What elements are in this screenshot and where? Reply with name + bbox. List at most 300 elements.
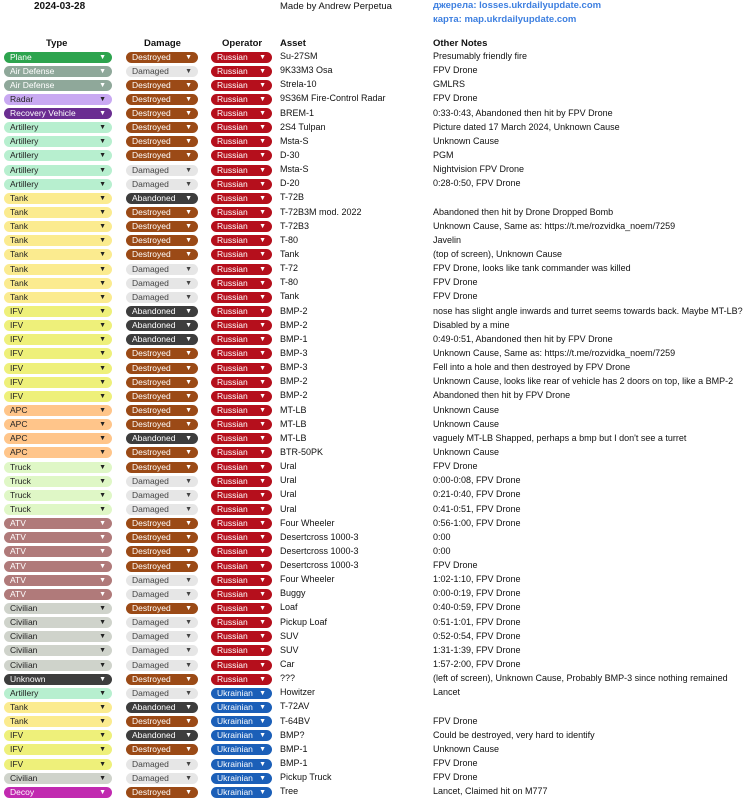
- type-dropdown[interactable]: [4, 518, 112, 529]
- damage-dropdown[interactable]: [126, 462, 198, 473]
- damage-dropdown[interactable]: [126, 518, 198, 529]
- sources-link[interactable]: джерела: losses.ukrdailyupdate.com: [433, 0, 602, 11]
- operator-value: Russian: [217, 602, 248, 613]
- damage-dropdown[interactable]: [126, 348, 198, 359]
- damage-dropdown[interactable]: [126, 787, 198, 798]
- chevron-down-icon: ▼: [259, 774, 266, 782]
- type-dropdown[interactable]: [4, 179, 112, 190]
- type-value: Decoy: [10, 786, 35, 797]
- damage-dropdown[interactable]: [126, 490, 198, 501]
- damage-value: Destroyed: [132, 207, 171, 218]
- operator-dropdown[interactable]: [211, 603, 272, 614]
- type-dropdown[interactable]: [4, 292, 112, 303]
- type-dropdown[interactable]: [4, 348, 112, 359]
- type-value: Truck: [10, 461, 31, 472]
- type-dropdown[interactable]: [4, 433, 112, 444]
- damage-value: Destroyed: [132, 447, 171, 458]
- operator-dropdown[interactable]: [211, 462, 272, 473]
- damage-dropdown[interactable]: [126, 249, 198, 260]
- type-value: APC: [10, 419, 28, 430]
- chevron-down-icon: ▼: [259, 237, 266, 245]
- asset-cell: Buggy: [280, 588, 306, 599]
- operator-dropdown[interactable]: [211, 122, 272, 133]
- asset-cell: BMP-2: [280, 376, 308, 387]
- operator-dropdown[interactable]: [211, 773, 272, 784]
- chevron-down-icon: ▼: [259, 732, 266, 740]
- damage-dropdown[interactable]: [126, 264, 198, 275]
- operator-value: Russian: [217, 405, 248, 416]
- operator-dropdown[interactable]: [211, 320, 272, 331]
- damage-dropdown[interactable]: [126, 334, 198, 345]
- notes-cell: FPV Drone: [433, 715, 478, 726]
- damage-value: Destroyed: [132, 546, 171, 557]
- notes-cell: Lancet: [433, 687, 461, 698]
- damage-value: Destroyed: [132, 348, 171, 359]
- type-dropdown[interactable]: [4, 122, 112, 133]
- type-dropdown[interactable]: [4, 660, 112, 671]
- notes-cell: Unknown Cause, Same as: https://t.me/rozvidka_noem/7259: [433, 347, 676, 358]
- chevron-down-icon: ▼: [99, 506, 106, 513]
- chevron-down-icon: ▼: [185, 477, 192, 485]
- chevron-down-icon: ▼: [99, 265, 106, 273]
- damage-dropdown[interactable]: [126, 660, 198, 671]
- damage-dropdown[interactable]: [126, 617, 198, 628]
- damage-dropdown[interactable]: [126, 575, 198, 586]
- operator-dropdown[interactable]: [211, 490, 272, 501]
- type-dropdown[interactable]: [4, 264, 112, 275]
- type-dropdown[interactable]: [4, 744, 112, 755]
- operator-dropdown[interactable]: [211, 278, 272, 289]
- table-row: [0, 121, 747, 135]
- operator-dropdown[interactable]: [211, 447, 272, 458]
- chevron-down-icon: ▼: [99, 604, 106, 612]
- damage-dropdown[interactable]: [126, 52, 198, 63]
- damage-value: Abandoned: [132, 320, 176, 331]
- operator-dropdown[interactable]: [211, 221, 272, 232]
- operator-dropdown[interactable]: [211, 561, 272, 572]
- damage-dropdown[interactable]: [126, 433, 198, 444]
- type-value: APC: [10, 447, 28, 458]
- table-row: [0, 644, 747, 658]
- damage-dropdown[interactable]: [126, 561, 198, 572]
- type-dropdown[interactable]: [4, 645, 112, 656]
- type-dropdown[interactable]: [4, 278, 112, 289]
- damage-dropdown[interactable]: [126, 631, 198, 642]
- operator-dropdown[interactable]: [211, 787, 272, 798]
- type-dropdown[interactable]: [4, 504, 112, 515]
- damage-dropdown[interactable]: [126, 122, 198, 133]
- operator-dropdown[interactable]: [211, 334, 272, 345]
- chevron-down-icon: ▼: [99, 81, 106, 89]
- type-value: Truck: [10, 475, 31, 486]
- type-dropdown[interactable]: [4, 377, 112, 388]
- table-row: [0, 601, 747, 615]
- operator-dropdown[interactable]: [211, 66, 272, 77]
- chevron-down-icon: ▼: [185, 322, 192, 330]
- chevron-down-icon: ▼: [99, 732, 106, 740]
- operator-value: Russian: [217, 306, 248, 317]
- damage-dropdown[interactable]: [126, 546, 198, 557]
- operator-dropdown[interactable]: [211, 348, 272, 359]
- damage-dropdown[interactable]: [126, 136, 198, 147]
- operator-value: Russian: [217, 249, 248, 260]
- type-dropdown[interactable]: [4, 787, 112, 798]
- type-dropdown[interactable]: [4, 462, 112, 473]
- operator-dropdown[interactable]: [211, 207, 272, 218]
- type-dropdown[interactable]: [4, 447, 112, 458]
- type-dropdown[interactable]: [4, 702, 112, 713]
- type-dropdown[interactable]: [4, 532, 112, 543]
- operator-value: Russian: [217, 334, 248, 345]
- notes-cell: (top of screen), Unknown Cause: [433, 248, 563, 259]
- asset-cell: BMP-3: [280, 347, 308, 358]
- type-dropdown[interactable]: [4, 52, 112, 63]
- type-dropdown[interactable]: [4, 391, 112, 402]
- chevron-down-icon: ▼: [259, 53, 266, 61]
- chevron-down-icon: ▼: [99, 322, 106, 330]
- chevron-down-icon: ▼: [99, 110, 106, 118]
- table-row: [0, 305, 747, 319]
- chevron-down-icon: ▼: [99, 378, 106, 386]
- chevron-down-icon: ▼: [259, 491, 266, 499]
- operator-dropdown[interactable]: [211, 631, 272, 642]
- operator-dropdown[interactable]: [211, 249, 272, 260]
- asset-cell: Su-27SM: [280, 51, 318, 61]
- operator-value: Russian: [217, 376, 248, 387]
- table-row: [0, 418, 747, 432]
- type-dropdown[interactable]: [4, 419, 112, 430]
- type-dropdown[interactable]: [4, 716, 112, 727]
- operator-dropdown[interactable]: [211, 660, 272, 671]
- operator-dropdown[interactable]: [211, 575, 272, 586]
- loss-table: [0, 50, 747, 799]
- operator-value: Russian: [217, 235, 248, 246]
- notes-cell: FPV Drone: [433, 560, 478, 571]
- type-dropdown[interactable]: [4, 207, 112, 218]
- chevron-down-icon: ▼: [259, 322, 266, 330]
- notes-cell: Unknown Cause: [433, 404, 500, 415]
- operator-value: Ukrainian: [217, 786, 253, 797]
- asset-cell: Loaf: [280, 602, 298, 613]
- type-dropdown[interactable]: [4, 589, 112, 600]
- chevron-down-icon: ▼: [185, 194, 192, 202]
- type-dropdown[interactable]: [4, 490, 112, 501]
- operator-dropdown[interactable]: [211, 306, 272, 317]
- operator-dropdown[interactable]: [211, 476, 272, 487]
- damage-value: Destroyed: [132, 518, 171, 529]
- chevron-down-icon: ▼: [185, 718, 192, 726]
- chevron-down-icon: ▼: [185, 67, 192, 75]
- report-date: 2024-03-28: [34, 1, 86, 12]
- damage-dropdown[interactable]: [126, 108, 198, 119]
- chevron-down-icon: ▼: [185, 251, 192, 259]
- type-dropdown[interactable]: [4, 688, 112, 699]
- operator-value: Russian: [217, 51, 248, 62]
- type-dropdown[interactable]: [4, 193, 112, 204]
- table-row: [0, 573, 747, 587]
- damage-dropdown[interactable]: [126, 603, 198, 614]
- chevron-down-icon: ▼: [259, 180, 266, 188]
- damage-dropdown[interactable]: [126, 292, 198, 303]
- operator-dropdown[interactable]: [211, 433, 272, 444]
- chevron-down-icon: ▼: [259, 350, 266, 358]
- type-dropdown[interactable]: [4, 575, 112, 586]
- damage-dropdown[interactable]: [126, 66, 198, 77]
- operator-dropdown[interactable]: [211, 391, 272, 402]
- operator-dropdown[interactable]: [211, 193, 272, 204]
- type-value: Tank: [10, 716, 28, 727]
- operator-value: Russian: [217, 348, 248, 359]
- type-dropdown[interactable]: [4, 730, 112, 741]
- operator-dropdown[interactable]: [211, 730, 272, 741]
- chevron-down-icon: ▼: [99, 689, 106, 697]
- operator-dropdown[interactable]: [211, 546, 272, 557]
- chevron-down-icon: ▼: [259, 152, 266, 160]
- type-value: ATV: [10, 588, 26, 599]
- chevron-down-icon: ▼: [259, 279, 266, 287]
- asset-cell: 9K33M3 Osa: [280, 65, 333, 76]
- chevron-down-icon: ▼: [99, 647, 106, 655]
- damage-value: Destroyed: [132, 79, 171, 90]
- notes-cell: Unknown Cause: [433, 418, 500, 429]
- operator-dropdown[interactable]: [211, 150, 272, 161]
- damage-dropdown[interactable]: [126, 278, 198, 289]
- operator-value: Ukrainian: [217, 758, 253, 769]
- chevron-down-icon: ▼: [185, 435, 192, 443]
- operator-dropdown[interactable]: [211, 108, 272, 119]
- type-dropdown[interactable]: [4, 476, 112, 487]
- operator-dropdown[interactable]: [211, 363, 272, 374]
- chevron-down-icon: ▼: [185, 293, 192, 301]
- chevron-down-icon: ▼: [259, 265, 266, 273]
- damage-dropdown[interactable]: [126, 716, 198, 727]
- table-row: [0, 234, 747, 248]
- damage-dropdown[interactable]: [126, 306, 198, 317]
- type-dropdown[interactable]: [4, 306, 112, 317]
- damage-dropdown[interactable]: [126, 363, 198, 374]
- damage-dropdown[interactable]: [126, 759, 198, 770]
- asset-cell: Four Wheeler: [280, 574, 335, 585]
- operator-dropdown[interactable]: [211, 405, 272, 416]
- operator-value: Russian: [217, 65, 248, 76]
- asset-cell: Desertcross 1000-3: [280, 531, 359, 542]
- notes-cell: Javelin: [433, 234, 462, 245]
- type-value: IFV: [10, 390, 24, 401]
- type-dropdown[interactable]: [4, 631, 112, 642]
- damage-dropdown[interactable]: [126, 405, 198, 416]
- damage-value: Damaged: [132, 687, 169, 698]
- damage-dropdown[interactable]: [126, 391, 198, 402]
- damage-value: Destroyed: [132, 786, 171, 797]
- type-value: Recovery Vehicle: [10, 108, 76, 119]
- chevron-down-icon: ▼: [259, 548, 266, 556]
- operator-dropdown[interactable]: [211, 589, 272, 600]
- operator-dropdown[interactable]: [211, 264, 272, 275]
- chevron-down-icon: ▼: [185, 279, 192, 287]
- type-dropdown[interactable]: [4, 546, 112, 557]
- table-row: [0, 375, 747, 389]
- chevron-down-icon: ▼: [185, 562, 192, 570]
- operator-dropdown[interactable]: [211, 292, 272, 303]
- operator-dropdown[interactable]: [211, 702, 272, 713]
- damage-dropdown[interactable]: [126, 589, 198, 600]
- damage-value: Damaged: [132, 263, 169, 274]
- damage-dropdown[interactable]: [126, 419, 198, 430]
- chevron-down-icon: ▼: [185, 407, 192, 415]
- chevron-down-icon: ▼: [185, 491, 192, 499]
- table-row: [0, 686, 747, 700]
- type-dropdown[interactable]: [4, 363, 112, 374]
- asset-cell: BMP-2: [280, 319, 308, 330]
- type-dropdown[interactable]: [4, 773, 112, 784]
- chevron-down-icon: ▼: [185, 223, 192, 231]
- chevron-down-icon: ▼: [259, 661, 266, 669]
- asset-cell: Desertcross 1000-3: [280, 560, 359, 571]
- type-dropdown[interactable]: [4, 150, 112, 161]
- damage-value: Destroyed: [132, 51, 171, 62]
- operator-value: Russian: [217, 433, 248, 444]
- damage-dropdown[interactable]: [126, 688, 198, 699]
- damage-value: Destroyed: [132, 461, 171, 472]
- type-value: Truck: [10, 504, 31, 514]
- operator-dropdown[interactable]: [211, 419, 272, 430]
- damage-dropdown[interactable]: [126, 80, 198, 91]
- damage-dropdown[interactable]: [126, 221, 198, 232]
- chevron-down-icon: ▼: [259, 308, 266, 316]
- operator-dropdown[interactable]: [211, 716, 272, 727]
- operator-dropdown[interactable]: [211, 235, 272, 246]
- operator-dropdown[interactable]: [211, 674, 272, 685]
- operator-value: Russian: [217, 79, 248, 90]
- notes-cell: 1:31-1:39, FPV Drone: [433, 644, 521, 655]
- damage-dropdown[interactable]: [126, 447, 198, 458]
- damage-dropdown[interactable]: [126, 532, 198, 543]
- table-row: [0, 517, 747, 531]
- notes-cell: Abandoned then hit by FPV Drone: [433, 390, 571, 401]
- chevron-down-icon: ▼: [259, 718, 266, 726]
- damage-value: Destroyed: [132, 532, 171, 543]
- operator-dropdown[interactable]: [211, 94, 272, 105]
- chevron-down-icon: ▼: [259, 576, 266, 584]
- table-row: [0, 700, 747, 714]
- operator-dropdown[interactable]: [211, 617, 272, 628]
- damage-dropdown[interactable]: [126, 504, 198, 515]
- operator-dropdown[interactable]: [211, 136, 272, 147]
- type-dropdown[interactable]: [4, 334, 112, 345]
- operator-dropdown[interactable]: [211, 504, 272, 515]
- type-dropdown[interactable]: [4, 108, 112, 119]
- type-dropdown[interactable]: [4, 80, 112, 91]
- type-dropdown[interactable]: [4, 136, 112, 147]
- notes-cell: Unknown Cause: [433, 446, 500, 457]
- damage-dropdown[interactable]: [126, 744, 198, 755]
- damage-dropdown[interactable]: [126, 179, 198, 190]
- operator-dropdown[interactable]: [211, 518, 272, 529]
- table-row: [0, 149, 747, 163]
- type-value: IFV: [10, 334, 24, 345]
- type-dropdown[interactable]: [4, 759, 112, 770]
- type-dropdown[interactable]: [4, 165, 112, 176]
- table-row: [0, 743, 747, 757]
- chevron-down-icon: ▼: [99, 534, 106, 542]
- type-value: Tank: [10, 192, 28, 203]
- operator-dropdown[interactable]: [211, 377, 272, 388]
- operator-dropdown[interactable]: [211, 688, 272, 699]
- damage-value: Destroyed: [132, 150, 171, 161]
- operator-dropdown[interactable]: [211, 165, 272, 176]
- type-dropdown[interactable]: [4, 66, 112, 77]
- chevron-down-icon: ▼: [259, 449, 266, 457]
- type-dropdown[interactable]: [4, 617, 112, 628]
- type-dropdown[interactable]: [4, 603, 112, 614]
- chevron-down-icon: ▼: [99, 463, 106, 471]
- damage-value: Damaged: [132, 574, 169, 585]
- operator-dropdown[interactable]: [211, 645, 272, 656]
- damage-dropdown[interactable]: [126, 150, 198, 161]
- chevron-down-icon: ▼: [99, 760, 106, 768]
- type-dropdown[interactable]: [4, 235, 112, 246]
- notes-cell: FPV Drone: [433, 277, 478, 288]
- table-row: [0, 488, 747, 502]
- damage-dropdown[interactable]: [126, 645, 198, 656]
- type-dropdown[interactable]: [4, 221, 112, 232]
- chevron-down-icon: ▼: [259, 392, 266, 400]
- operator-dropdown[interactable]: [211, 532, 272, 543]
- type-dropdown[interactable]: [4, 320, 112, 331]
- damage-dropdown[interactable]: [126, 674, 198, 685]
- operator-dropdown[interactable]: [211, 759, 272, 770]
- type-dropdown[interactable]: [4, 405, 112, 416]
- type-dropdown[interactable]: [4, 94, 112, 105]
- operator-value: Russian: [217, 178, 248, 189]
- damage-dropdown[interactable]: [126, 476, 198, 487]
- type-dropdown[interactable]: [4, 249, 112, 260]
- type-value: ATV: [10, 560, 26, 571]
- damage-dropdown[interactable]: [126, 165, 198, 176]
- damage-dropdown[interactable]: [126, 320, 198, 331]
- chevron-down-icon: ▼: [99, 53, 106, 61]
- type-value: Plane: [10, 51, 32, 62]
- damage-value: Damaged: [132, 178, 169, 189]
- operator-dropdown[interactable]: [211, 744, 272, 755]
- table-row: [0, 757, 747, 771]
- operator-dropdown[interactable]: [211, 179, 272, 190]
- type-dropdown[interactable]: [4, 561, 112, 572]
- operator-value: Russian: [217, 390, 248, 401]
- asset-cell: T-72B3: [280, 220, 310, 231]
- damage-dropdown[interactable]: [126, 235, 198, 246]
- chevron-down-icon: ▼: [99, 548, 106, 556]
- damage-dropdown[interactable]: [126, 773, 198, 784]
- damage-value: Destroyed: [132, 249, 171, 260]
- chevron-down-icon: ▼: [185, 81, 192, 89]
- notes-cell: nose has slight angle inwards and turret seems towards back. Maybe MT-LB?: [433, 305, 743, 316]
- damage-value: Abandoned: [132, 730, 176, 741]
- damage-dropdown[interactable]: [126, 702, 198, 713]
- damage-dropdown[interactable]: [126, 377, 198, 388]
- operator-dropdown[interactable]: [211, 80, 272, 91]
- damage-dropdown[interactable]: [126, 207, 198, 218]
- type-dropdown[interactable]: [4, 674, 112, 685]
- damage-dropdown[interactable]: [126, 193, 198, 204]
- damage-dropdown[interactable]: [126, 94, 198, 105]
- damage-value: Destroyed: [132, 122, 171, 133]
- chevron-down-icon: ▼: [259, 81, 266, 89]
- operator-dropdown[interactable]: [211, 52, 272, 63]
- chevron-down-icon: ▼: [99, 491, 106, 499]
- damage-dropdown[interactable]: [126, 730, 198, 741]
- map-link[interactable]: карта: map.ukrdailyupdate.com: [433, 14, 577, 25]
